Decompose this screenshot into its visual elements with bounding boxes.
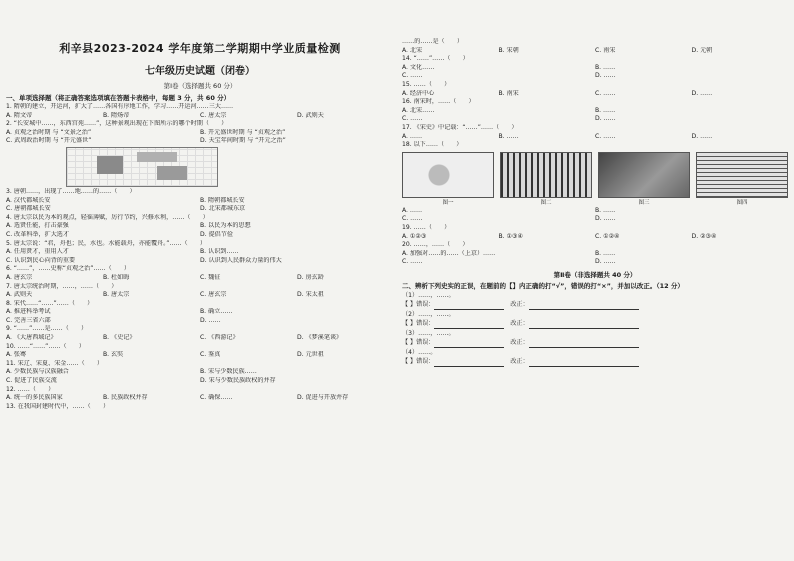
option: B. 开元盛世时期 与 “贞观之治” bbox=[200, 128, 286, 136]
question-options bbox=[402, 90, 788, 99]
exam-title: 利辛县2023-2024 学年度第二学期期中学业质量检测 bbox=[59, 42, 341, 55]
option: B. 南宋 bbox=[498, 89, 519, 97]
figure-18-1 bbox=[402, 152, 494, 206]
question-stem: 8. 宋代……“……”……（ ） bbox=[6, 299, 94, 307]
question-list-left-bottom bbox=[6, 188, 394, 411]
correction-statement: （2）……，……。 bbox=[402, 310, 455, 318]
option: D. …… bbox=[595, 215, 616, 223]
option: C. 《西游记》 bbox=[200, 334, 239, 342]
left-column bbox=[6, 0, 394, 561]
q18-options bbox=[402, 207, 788, 224]
question-options bbox=[402, 233, 788, 242]
option: C. 完善三省六部 bbox=[6, 316, 51, 324]
option: D. …… bbox=[691, 132, 713, 140]
question-options bbox=[402, 64, 788, 81]
option: A. 少数民族与汉族融合 bbox=[6, 368, 69, 376]
option: D. …… bbox=[595, 72, 616, 80]
option: A. 推进科举考试 bbox=[6, 308, 51, 316]
option: C. 唐太宗 bbox=[200, 111, 227, 119]
option: A. 武则天 bbox=[6, 291, 33, 299]
question-stem: 17. 《宋史》中记载：“……”……（ ） bbox=[402, 123, 518, 131]
option: D. ②③④ bbox=[691, 232, 717, 240]
figure-question-18 bbox=[402, 152, 788, 206]
fix-label: 改正： bbox=[510, 358, 529, 366]
question-stem: 9. “……”……是……（ ） bbox=[6, 325, 88, 333]
question-options bbox=[6, 368, 394, 385]
option: A. 经济中心 bbox=[402, 89, 435, 97]
option: D. 促进与开放并存 bbox=[297, 394, 349, 402]
option: C. …… bbox=[402, 115, 423, 123]
question-stem: 13. 在我国封建时代中，……（ ） bbox=[6, 402, 110, 410]
question-stem: 7. 唐太宗统治时期，……，……（ ） bbox=[6, 282, 118, 290]
option: A. 选贤任能，打击豪强 bbox=[6, 222, 69, 230]
option: B. 宋与少数民族…… bbox=[200, 368, 257, 376]
option: D. 天宝年间时期 与 “开元之治” bbox=[200, 137, 286, 145]
question-options bbox=[402, 47, 788, 56]
correction-statement: （1）……，……。 bbox=[402, 291, 455, 299]
question-stem: 6. “……”，……史称“贞观之治”……（ ） bbox=[6, 265, 130, 273]
question-options bbox=[402, 107, 788, 124]
question-stem: 19. ……（ ） bbox=[402, 223, 451, 231]
question-stem: 15. ……（ ） bbox=[402, 80, 451, 88]
correction-answer-row bbox=[402, 300, 788, 310]
option: A. 张骞 bbox=[6, 351, 27, 359]
option: C. …… bbox=[402, 215, 423, 223]
question-options bbox=[6, 197, 394, 214]
answer-blank[interactable] bbox=[434, 322, 504, 329]
question-options bbox=[402, 250, 788, 267]
option: C. …… bbox=[402, 258, 423, 266]
question-stem: 18. 以下……（ ） bbox=[402, 141, 463, 149]
option: B. 《史记》 bbox=[103, 334, 136, 342]
option: D. …… bbox=[595, 258, 616, 266]
option: A. 加强对……的……（上京）…… bbox=[402, 249, 496, 257]
right-column bbox=[402, 0, 788, 561]
question-options bbox=[6, 129, 394, 146]
option: D. 元朝 bbox=[691, 46, 713, 54]
option: D. …… bbox=[691, 89, 713, 97]
question-stem: 1. 隋朝的建立，开运河，扩大了……各国有序地工作，学习……开运河……三大…… bbox=[6, 103, 234, 110]
option: B. 唐太宗 bbox=[103, 291, 130, 299]
question-stem: 16. 南宋时，……（ ） bbox=[402, 98, 475, 106]
option: B. 隋炀帝 bbox=[103, 111, 130, 119]
question-options bbox=[6, 274, 394, 283]
question-list-right-top bbox=[402, 38, 788, 150]
fix-label: 改正： bbox=[510, 320, 529, 328]
figure-caption: 图一 bbox=[442, 199, 454, 206]
question-stem: 20. ……，……（ ） bbox=[402, 241, 469, 249]
option: C. 认识到民心向背的重要 bbox=[6, 256, 76, 264]
answer-blank[interactable] bbox=[529, 360, 639, 367]
option: C. …… bbox=[595, 89, 616, 97]
correction-answer-row bbox=[402, 357, 788, 367]
question-options bbox=[6, 112, 394, 121]
option: A. …… bbox=[402, 206, 423, 214]
option: B. ①③④ bbox=[498, 232, 523, 240]
answer-blank[interactable] bbox=[529, 303, 639, 310]
option: D. 宋太祖 bbox=[297, 291, 324, 299]
option: B. 确立…… bbox=[200, 308, 233, 316]
option: A. 北宋…… bbox=[402, 106, 435, 114]
option: A. 《大唐西域记》 bbox=[6, 334, 57, 342]
part-two-heading: 第Ⅱ卷（非选择题共 40 分） bbox=[553, 270, 637, 279]
option: D. …… bbox=[595, 115, 616, 123]
question-stem: ……的……是（ ） bbox=[402, 38, 463, 45]
fix-label: 改正： bbox=[510, 301, 529, 309]
judgement-bracket: 【 】错误： bbox=[402, 358, 435, 366]
answer-blank[interactable] bbox=[434, 303, 504, 310]
question-options bbox=[6, 351, 394, 360]
question-options bbox=[6, 308, 394, 325]
question-options bbox=[6, 334, 394, 343]
option: B. …… bbox=[595, 106, 616, 114]
option: C. 南宋 bbox=[595, 46, 616, 54]
option: C. …… bbox=[402, 72, 423, 80]
question-stem: 12. ……（ ） bbox=[6, 385, 55, 393]
figure-caption: 图二 bbox=[540, 199, 552, 206]
judgement-bracket: 【 】错误： bbox=[402, 339, 435, 347]
question-options bbox=[6, 248, 394, 265]
answer-blank[interactable] bbox=[434, 341, 504, 348]
option: B. 以民为本的思想 bbox=[200, 222, 251, 230]
option: A. 统一的多民族国家 bbox=[6, 394, 63, 402]
option: D. 认识到人民群众力量的伟大 bbox=[200, 256, 282, 264]
figure-question-2 bbox=[66, 147, 218, 187]
question-stem: 5. 唐太宗说：“君，舟也；民，水也。水能载舟，亦能覆舟。”……（ ） bbox=[6, 239, 206, 247]
part-one-heading: 第Ⅰ卷（选择题共 60 分） bbox=[163, 82, 237, 90]
option: C. 改革科举，扩大选才 bbox=[6, 230, 69, 238]
option: B. 民族政权并存 bbox=[103, 394, 148, 402]
option: D. 《梦溪笔谈》 bbox=[297, 334, 343, 342]
option: A. …… bbox=[402, 132, 423, 140]
exam-subtitle: 七年级历史试题（闭卷） bbox=[145, 66, 255, 77]
option: C. 武周政治时期 与 “开元盛世” bbox=[6, 137, 92, 145]
option: A. 任用贤才，重用人才 bbox=[6, 248, 69, 256]
question-options bbox=[6, 394, 394, 403]
option: D. 北宋都城东京 bbox=[200, 205, 246, 213]
question-options bbox=[6, 222, 394, 239]
answer-blank[interactable] bbox=[434, 360, 504, 367]
option: B. …… bbox=[595, 63, 616, 71]
fix-label: 改正： bbox=[510, 339, 529, 347]
question-list-right-bottom bbox=[402, 224, 788, 267]
question-stem: 14. “……”……（ ） bbox=[402, 55, 469, 63]
option: B. 隋朝都城长安 bbox=[200, 196, 245, 204]
option: A. 隋文帝 bbox=[6, 111, 33, 119]
option: B. 认识到…… bbox=[200, 248, 239, 256]
option: C. 魏征 bbox=[200, 273, 221, 281]
option: D. …… bbox=[200, 316, 221, 324]
figure-18-4 bbox=[696, 152, 788, 206]
option: B. 玄奘 bbox=[103, 351, 124, 359]
judgement-bracket: 【 】错误： bbox=[402, 320, 435, 328]
judgement-bracket: 【 】错误： bbox=[402, 301, 435, 309]
figure-18-3 bbox=[598, 152, 690, 206]
option: C. 确保…… bbox=[200, 394, 233, 402]
option: A. 北宋 bbox=[402, 46, 423, 54]
question-options bbox=[6, 291, 394, 300]
correction-answer-row bbox=[402, 319, 788, 329]
option: B. 杜如晦 bbox=[103, 273, 130, 281]
question-stem: 4. 唐太宗以民为本的观点，轻徭薄赋，厉行节约，兴修水利，……（ ） bbox=[6, 213, 209, 221]
option: D. 宋与少数民族政权的并存 bbox=[200, 377, 276, 385]
option: B. …… bbox=[498, 132, 519, 140]
question-options bbox=[402, 133, 788, 142]
option: A. 文化…… bbox=[402, 63, 435, 71]
correction-answer-row bbox=[402, 338, 788, 348]
correction-items bbox=[402, 291, 788, 367]
option: B. …… bbox=[595, 206, 616, 214]
option: D. 元世祖 bbox=[297, 351, 324, 359]
correction-statement: （4）……。 bbox=[402, 348, 437, 356]
section-one-heading: 一、单项选择题（将正确答案选项填在答题卡表格中，每题 3 分，共 60 分） bbox=[6, 94, 231, 102]
question-stem: 2. “长安城中……，东西宫苑……”，这种景观出现在下图所示的哪个时期（ ） bbox=[6, 120, 228, 128]
question-stem: 11. 宋辽、宋夏、宋金……（ ） bbox=[6, 359, 103, 367]
option: C. 唐玄宗 bbox=[200, 291, 227, 299]
figure-18-2 bbox=[500, 152, 592, 206]
figure-caption: 图四 bbox=[736, 199, 748, 206]
option: D. 房玄龄 bbox=[297, 273, 324, 281]
question-stem: 10. ……“……”……（ ） bbox=[6, 342, 85, 350]
option: D. 提倡节俭 bbox=[200, 230, 233, 238]
option: C. 鉴真 bbox=[200, 351, 221, 359]
option: A. 汉代都城长安 bbox=[6, 196, 51, 204]
option: C. ①②④ bbox=[595, 232, 620, 240]
option: B. 宋朝 bbox=[498, 46, 519, 54]
section-two-heading: 二、辨析下列史实的正误，在题前的【】内正确的打“√”，错误的打“×”，并加以改正。（12 分） bbox=[402, 281, 684, 290]
option: C. 促进了民族交流 bbox=[6, 377, 57, 385]
question-list-left-top bbox=[6, 103, 394, 146]
option: C. 唐朝都城长安 bbox=[6, 205, 51, 213]
answer-blank[interactable] bbox=[529, 322, 639, 329]
correction-statement: （3）……，……。 bbox=[402, 329, 455, 337]
question-stem: 3. 唐朝……，出现了……地……的……（ ） bbox=[6, 187, 136, 195]
option: A. 贞观之治时期 与 “文景之治” bbox=[6, 128, 92, 136]
answer-blank[interactable] bbox=[529, 341, 639, 348]
option: B. …… bbox=[595, 249, 616, 257]
option: D. 武则天 bbox=[297, 111, 324, 119]
option: A. 唐玄宗 bbox=[6, 273, 33, 281]
option: C. …… bbox=[595, 132, 616, 140]
figure-caption: 图三 bbox=[638, 199, 650, 206]
option: A. ①②③ bbox=[402, 232, 427, 240]
